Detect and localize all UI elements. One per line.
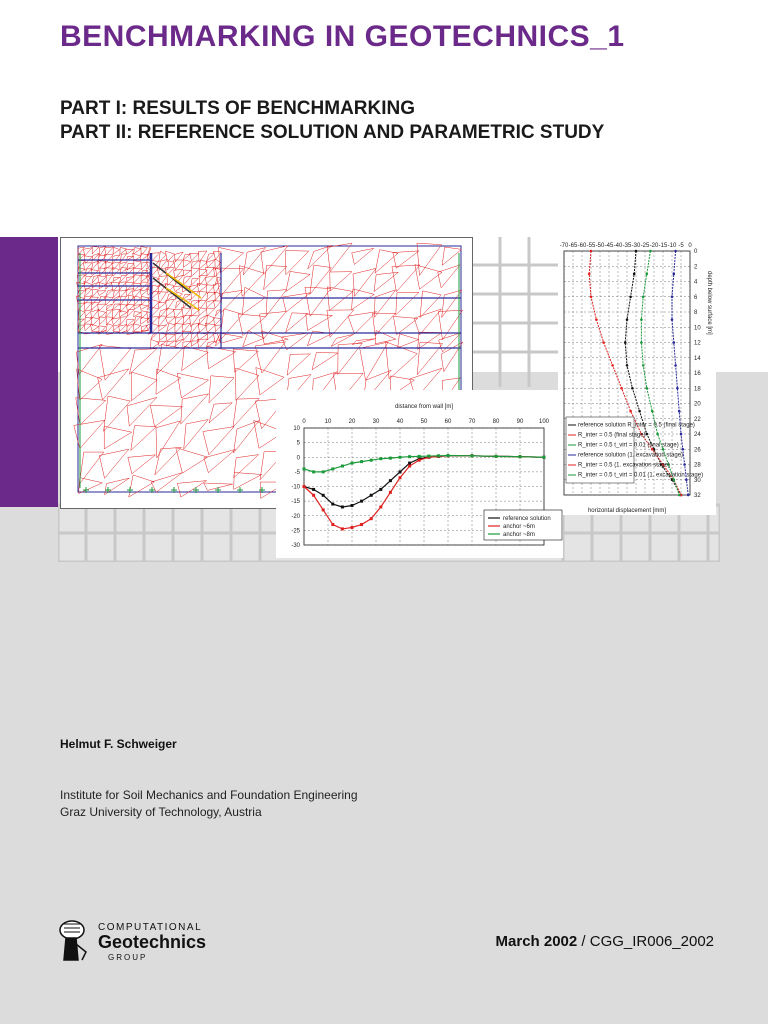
data-point: [437, 454, 440, 457]
data-point: [680, 433, 683, 436]
data-point: [399, 456, 402, 459]
subtitle-part-1: PART I: RESULTS OF BENCHMARKING: [60, 98, 416, 119]
data-point: [635, 250, 638, 253]
data-point: [611, 364, 614, 367]
data-point: [408, 455, 411, 458]
y-tick-label: -5: [294, 469, 300, 476]
x-tick-label: -20: [649, 243, 659, 249]
data-point: [642, 295, 645, 298]
legend-label: R_inter = 0.5 (final stage): [578, 432, 646, 439]
y-tick-label: 14: [694, 355, 701, 362]
data-point: [341, 465, 344, 468]
x-tick-label: 0: [688, 243, 692, 249]
data-point: [682, 448, 685, 451]
y-tick-label: -10: [291, 484, 300, 491]
legend-label: reference solution (1. excavation stage): [578, 452, 684, 459]
data-point: [638, 410, 641, 413]
data-point: [322, 494, 325, 497]
data-point: [351, 462, 354, 465]
legend-label: reference solution: [503, 516, 551, 522]
data-point: [646, 387, 649, 390]
legend-label: R_inter = 0.5 (1. excavation stage): [578, 462, 670, 469]
x-tick-label: 60: [444, 419, 452, 425]
data-point: [389, 479, 392, 482]
y-tick-label: 2: [694, 264, 698, 271]
displacement-plot: [558, 237, 716, 515]
data-point: [642, 364, 645, 367]
data-point: [341, 505, 344, 508]
legend-label: anchor ~6m: [503, 524, 535, 530]
data-point: [626, 318, 629, 321]
y-tick-label: 4: [694, 279, 698, 286]
data-point: [360, 460, 363, 463]
x-tick-label: -40: [613, 243, 623, 249]
data-point: [620, 387, 623, 390]
y-tick-label: 28: [694, 462, 701, 469]
date-and-report-id: [496, 933, 714, 950]
x-tick-label: -10: [667, 243, 677, 249]
x-tick-label: -35: [622, 243, 632, 249]
data-point: [331, 523, 334, 526]
data-point: [633, 273, 636, 276]
x-tick-label: -55: [586, 243, 596, 249]
data-point: [519, 455, 522, 458]
data-point: [408, 462, 411, 465]
data-point: [351, 526, 354, 529]
x-tick-label: -60: [577, 243, 587, 249]
x-tick-label: 0: [302, 419, 306, 425]
y-tick-label: 30: [694, 477, 701, 484]
legend-label: reference solution R_inter = 0.5 (final stage): [578, 422, 695, 429]
data-point: [683, 463, 686, 466]
y-tick-label: -30: [291, 543, 300, 549]
settlement-chart: [276, 390, 563, 558]
computational-geotechnics-logo: [56, 914, 256, 970]
data-point: [389, 491, 392, 494]
purple-accent-bar: [0, 237, 58, 507]
legend-label: R_inter = 0.5 t_virt = 0.01 (final stage): [578, 442, 679, 449]
y-tick-label: 8: [694, 310, 698, 316]
report-title: BENCHMARKING IN GEOTECHNICS_1: [60, 20, 625, 53]
y-tick-label: 12: [694, 340, 701, 347]
x-tick-label: -50: [595, 243, 605, 249]
x-tick-label: 30: [372, 419, 380, 425]
data-point: [322, 470, 325, 473]
data-point: [646, 273, 649, 276]
data-point: [602, 341, 605, 344]
data-point: [595, 318, 598, 321]
data-point: [408, 465, 411, 468]
data-point: [671, 295, 674, 298]
data-point: [674, 250, 677, 253]
data-point: [379, 488, 382, 491]
x-tick-label: 10: [324, 419, 332, 425]
institution-line-2: Graz University of Technology, Austria: [60, 805, 262, 819]
data-point: [427, 455, 430, 458]
data-point: [656, 433, 659, 436]
data-point: [678, 494, 681, 497]
horizontal-displacement-chart: [558, 237, 716, 515]
data-point: [312, 488, 315, 491]
logo-line-2: Geotechnics: [98, 932, 207, 952]
subtitle-part-2: PART II: REFERENCE SOLUTION AND PARAMETRIC STUDY: [60, 122, 605, 143]
data-point: [418, 455, 421, 458]
data-point: [678, 410, 681, 413]
y-tick-label: 18: [694, 386, 701, 393]
legend-label: R_inter = 0.5 t_virt = 0.01 (1. excavation stage): [578, 472, 704, 479]
data-point: [331, 503, 334, 506]
y-tick-label: 24: [694, 432, 701, 438]
data-point: [651, 410, 654, 413]
y-tick-label: 5: [296, 440, 300, 447]
data-point: [379, 457, 382, 460]
x-tick-label: -70: [559, 243, 569, 249]
data-point: [341, 527, 344, 530]
y-tick-label: 20: [694, 401, 701, 408]
y-tick-label: -15: [291, 499, 300, 506]
y-tick-label: 26: [694, 447, 701, 454]
data-point: [370, 517, 373, 520]
data-point: [370, 459, 373, 462]
data-point: [351, 504, 354, 507]
x-tick-label: 100: [538, 419, 550, 425]
data-point: [471, 454, 474, 457]
data-point: [674, 364, 677, 367]
data-point: [322, 508, 325, 511]
x-tick-label: -30: [631, 243, 641, 249]
y-tick-label: 32: [694, 493, 701, 499]
x-tick-label: 80: [492, 419, 500, 425]
data-point: [646, 433, 649, 436]
data-point: [624, 341, 627, 344]
y-tick-label: 6: [694, 294, 698, 301]
separator: /: [577, 933, 590, 950]
data-point: [676, 387, 679, 390]
data-point: [629, 410, 632, 413]
data-point: [399, 470, 402, 473]
y-tick-label: 22: [694, 416, 701, 423]
data-point: [495, 455, 498, 458]
y-tick-label: -25: [291, 528, 300, 535]
data-point: [687, 494, 690, 497]
x-tick-label: -25: [640, 243, 650, 249]
data-point: [418, 459, 421, 462]
data-point: [640, 318, 643, 321]
data-point: [673, 273, 676, 276]
logo-line-1: COMPUTATIONAL: [98, 922, 203, 933]
data-point: [626, 364, 629, 367]
legend-label: anchor ~8m: [503, 532, 535, 538]
x-axis-label: horizontal displacement [mm]: [587, 508, 667, 514]
y-tick-label: 16: [694, 371, 701, 377]
y-tick-label: 0: [296, 455, 300, 462]
data-point: [303, 467, 306, 470]
y-tick-label: 0: [694, 249, 698, 255]
data-point: [685, 478, 688, 481]
x-tick-label: -45: [604, 243, 614, 249]
y-tick-label: 10: [694, 325, 701, 332]
legend: [484, 510, 562, 540]
data-point: [543, 456, 546, 459]
data-point: [303, 485, 306, 488]
x-tick-label: 70: [468, 419, 476, 425]
logo-line-3: GROUP: [108, 953, 148, 962]
y-tick-label: 10: [293, 426, 300, 432]
x-tick-label: -15: [658, 243, 668, 249]
y-axis-label: depth below surface [m]: [706, 271, 712, 335]
data-point: [370, 494, 373, 497]
x-axis-label: distance from wall [m]: [394, 404, 454, 410]
data-point: [640, 341, 643, 344]
y-tick-label: -20: [291, 513, 300, 520]
x-tick-label: -5: [678, 243, 684, 249]
data-point: [590, 250, 593, 253]
x-tick-label: 90: [516, 419, 524, 425]
data-point: [399, 476, 402, 479]
data-point: [360, 500, 363, 503]
data-point: [312, 494, 315, 497]
data-point: [590, 295, 593, 298]
data-point: [379, 505, 382, 508]
data-point: [331, 467, 334, 470]
x-tick-label: 20: [348, 419, 356, 425]
data-point: [447, 454, 450, 457]
data-point: [312, 470, 315, 473]
x-tick-label: 40: [396, 419, 404, 425]
data-point: [629, 295, 632, 298]
excavator-figure-icon: [60, 921, 86, 960]
settlement-plot: [276, 390, 563, 558]
data-point: [673, 478, 676, 481]
report-id: CGG_IR006_2002: [589, 933, 714, 950]
institution-line-1: Institute for Soil Mechanics and Foundation Engineering: [60, 788, 358, 802]
data-point: [588, 273, 591, 276]
x-tick-label: 50: [420, 419, 428, 425]
data-point: [360, 523, 363, 526]
author-name: Helmut F. Schweiger: [60, 737, 177, 751]
data-point: [649, 250, 652, 253]
data-point: [631, 387, 634, 390]
data-point: [673, 341, 676, 344]
x-tick-label: -65: [568, 243, 578, 249]
data-point: [389, 457, 392, 460]
logo-graphic: [56, 914, 256, 970]
data-point: [671, 318, 674, 321]
report-date: March 2002: [495, 933, 578, 950]
